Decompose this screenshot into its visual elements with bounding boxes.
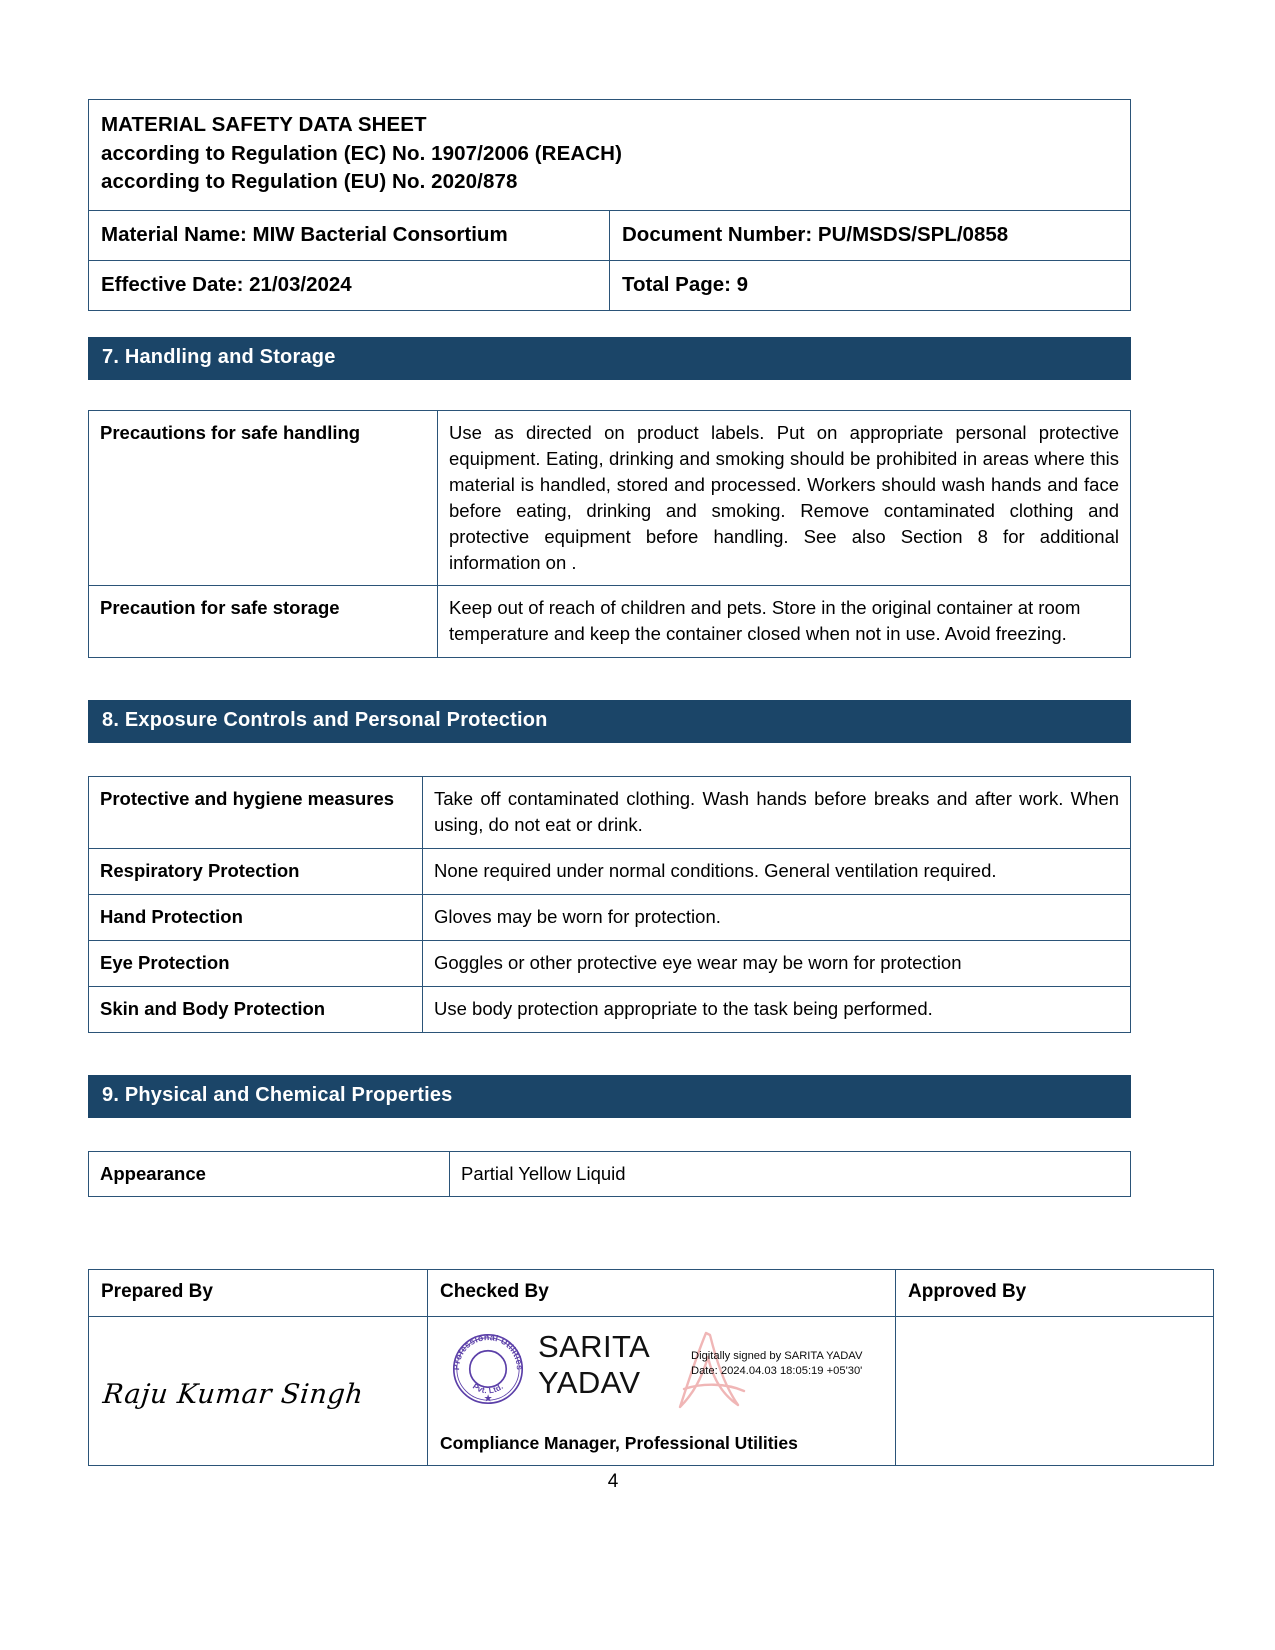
row-value-appearance: Partial Yellow Liquid <box>450 1151 1131 1197</box>
company-stamp-icon <box>450 1331 526 1407</box>
header-approved-by: Approved By <box>896 1270 1214 1317</box>
row-value-precaution-storage: Keep out of reach of children and pets. Store in the original container at room temperature and keep the container closed when not in use. Avoid freezing. <box>438 586 1131 658</box>
table-row <box>89 986 1131 1032</box>
row-value-protective-hygiene: Take off contaminated clothing. Wash hands before breaks and after work. When using, do not eat or drink. <box>423 777 1131 849</box>
masthead-title-row <box>89 100 1131 211</box>
handwritten-signature-prepared: Raju Kumar Singh <box>101 1379 365 1411</box>
digital-signature-signed-by: Digitally signed by SARITA YADAV <box>691 1350 863 1363</box>
row-label-precautions-handling: Precautions for safe handling <box>89 411 438 586</box>
masthead-date-row <box>89 261 1131 311</box>
cell-checked-by <box>428 1317 896 1466</box>
table-row <box>89 848 1131 894</box>
spacer <box>88 1033 1138 1075</box>
digital-signature-metadata <box>691 1349 862 1379</box>
digital-signature-name-line2: YADAV <box>538 1365 641 1401</box>
table-row <box>89 777 1131 849</box>
signature-body-row <box>89 1317 1214 1466</box>
msds-title-line2: according to Regulation (EC) No. 1907/2006 (REACH) <box>101 141 623 165</box>
masthead-title-cell <box>89 100 1131 211</box>
section-7-table <box>88 410 1131 658</box>
row-label-skin-body-protection: Skin and Body Protection <box>89 986 423 1032</box>
row-value-precautions-handling: Use as directed on product labels. Put on appropriate personal protective equipment. Eating, drinking and smoking should be prohibited in areas where this material is handled, stored and processed. Workers should wash hands and face before eating, drinking and smoking. Remove contaminated clothing and protective equipment before handling. See also Section 8 for additional information on . <box>438 411 1131 586</box>
section-heading-9: 9. Physical and Chemical Properties <box>88 1075 1131 1118</box>
svg-text:★: ★ <box>483 1394 493 1406</box>
row-label-hand-protection: Hand Protection <box>89 894 423 940</box>
signature-table <box>88 1269 1214 1466</box>
digital-signature-name-line1: SARITA <box>538 1329 651 1365</box>
page-number: 4 <box>607 1471 619 1493</box>
row-value-skin-body-protection: Use body protection appropriate to the task being performed. <box>423 986 1131 1032</box>
spacer <box>88 1118 1138 1151</box>
row-value-eye-protection: Goggles or other protective eye wear may be worn for protection <box>423 940 1131 986</box>
section-8-table <box>88 776 1131 1032</box>
digital-signature-date: Date: 2024.04.03 18:05:19 +05'30' <box>691 1365 863 1378</box>
total-page-cell: Total Page: 9 <box>610 261 1131 311</box>
section-heading-8: 8. Exposure Controls and Personal Protection <box>88 700 1131 743</box>
svg-text:Pvt. Ltd.: Pvt. Ltd. <box>471 1382 505 1396</box>
row-label-protective-hygiene: Protective and hygiene measures <box>89 777 423 849</box>
spacer <box>88 311 1138 337</box>
table-row <box>89 411 1131 586</box>
section-heading-7: 7. Handling and Storage <box>88 337 1131 380</box>
spacer <box>88 658 1138 700</box>
row-label-eye-protection: Eye Protection <box>89 940 423 986</box>
svg-text:Professional Utilities: Professional Utilities <box>451 1332 525 1371</box>
row-label-respiratory: Respiratory Protection <box>89 848 423 894</box>
table-row <box>89 940 1131 986</box>
header-prepared-by: Prepared By <box>89 1270 428 1317</box>
document-masthead <box>88 99 1131 311</box>
row-value-respiratory: None required under normal conditions. General ventilation required. <box>423 848 1131 894</box>
spacer <box>88 380 1138 410</box>
table-row <box>89 586 1131 658</box>
row-label-precaution-storage: Precaution for safe storage <box>89 586 438 658</box>
cell-approved-by <box>896 1317 1214 1466</box>
cell-prepared-by <box>89 1317 428 1466</box>
spacer <box>88 743 1138 776</box>
effective-date-cell: Effective Date: 21/03/2024 <box>89 261 610 311</box>
table-row <box>89 1151 1131 1197</box>
digital-signature-name <box>538 1329 650 1401</box>
msds-title-line3: according to Regulation (EU) No. 2020/878 <box>101 170 518 194</box>
document-number-cell: Document Number: PU/MSDS/SPL/0858 <box>610 211 1131 261</box>
header-checked-by: Checked By <box>428 1270 896 1317</box>
row-label-appearance: Appearance <box>89 1151 450 1197</box>
table-row <box>89 894 1131 940</box>
section-9-table <box>88 1151 1131 1198</box>
msds-title-line1: MATERIAL SAFETY DATA SHEET <box>101 113 427 136</box>
signatory-role: Compliance Manager, Professional Utilities <box>440 1433 798 1454</box>
material-name-cell: Material Name: MIW Bacterial Consortium <box>89 211 610 261</box>
signature-header-row <box>89 1270 1214 1317</box>
masthead-material-row <box>89 211 1131 261</box>
spacer <box>88 1197 1138 1269</box>
row-value-hand-protection: Gloves may be worn for protection. <box>423 894 1131 940</box>
